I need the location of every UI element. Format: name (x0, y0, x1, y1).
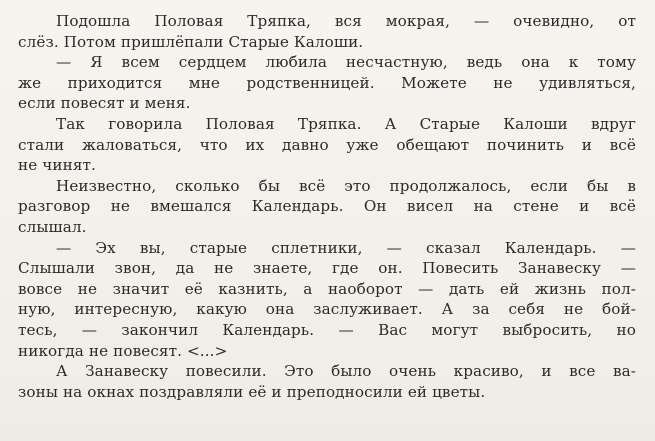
text-line: тесь, — закончил Календарь. — Вас могут выбросить, но (18, 320, 636, 339)
text-line: — Эх вы, старые сплетники, — сказал Календарь. — (56, 238, 636, 257)
text-line: если повесят и меня. (18, 94, 191, 113)
text-line: разговор не вмешался Календарь. Он висел на стене и всё (18, 197, 636, 216)
story-text-block (18, 11, 636, 402)
text-line: Подошла Половая Тряпка, вся мокрая, — очевидно, от (56, 12, 636, 30)
text-line: — Я всем сердцем любила несчастную, ведь она к тому (56, 53, 636, 72)
text-line: слышал. (18, 217, 87, 236)
text-line: А Занавеску повесили. Это было очень красиво, и все ва- (56, 362, 636, 381)
text-line: не чинят. (18, 156, 96, 175)
text-line: никогда не повесят. <...> (18, 341, 228, 360)
text-line: слёз. Потом пришлёпали Старые Калоши. (18, 32, 364, 51)
text-line: Так говорила Половая Тряпка. А Старые Калоши вдруг (56, 114, 636, 133)
text-line: вовсе не значит её казнить, а наоборот — дать ей жизнь пол- (18, 279, 636, 298)
text-line: же приходится мне родственницей. Можете не удивляться, (18, 73, 636, 92)
text-line: стали жаловаться, что их давно уже обещают починить и всё (18, 135, 636, 154)
text-line: Неизвестно, сколько бы всё это продолжалось, если бы в (56, 176, 636, 195)
text-line: ную, интересную, какую она заслуживает. А за себя не бой- (18, 300, 636, 319)
text-line: зоны на окнах поздравляли её и преподносили ей цветы. (18, 382, 486, 401)
text-line: Слышали звон, да не знаете, где он. Повесить Занавеску — (18, 259, 636, 278)
